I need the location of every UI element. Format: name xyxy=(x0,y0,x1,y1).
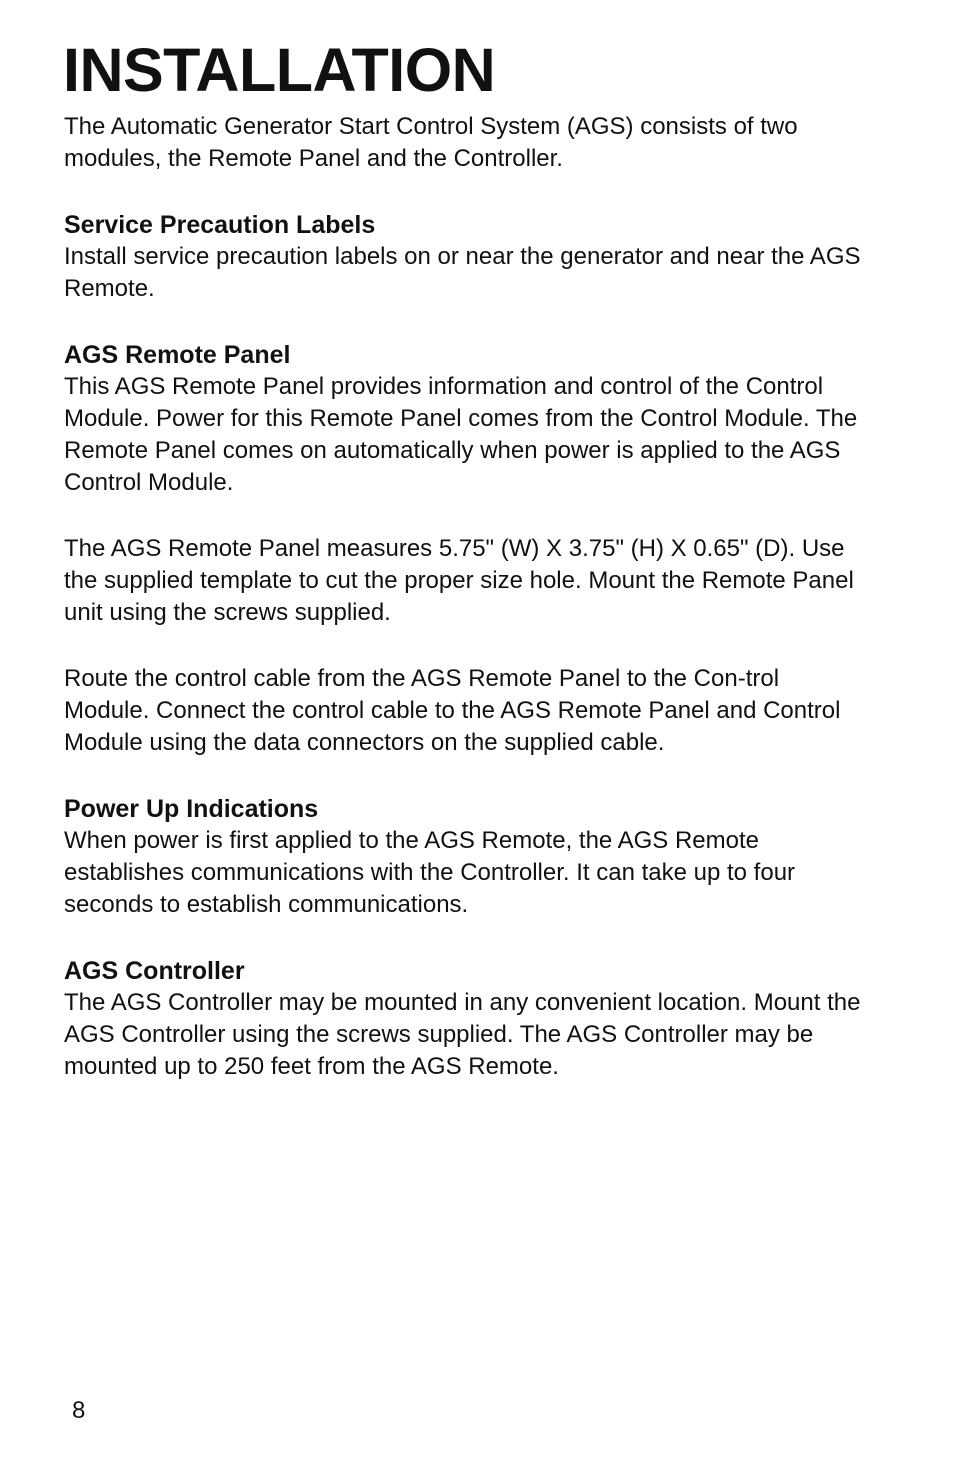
page-number: 8 xyxy=(72,1397,86,1424)
section-service-precaution-labels xyxy=(64,209,864,305)
section-power-up-indications xyxy=(64,793,864,921)
section-heading: Service Precaution Labels xyxy=(64,211,376,239)
section-paragraph: Route the control cable from the AGS Remote Panel to the Con-trol Module. Connect the control cable to the AGS Remote Panel and Control Module using the data connectors on the supplied cable. xyxy=(64,665,841,756)
section-ags-remote-panel xyxy=(64,339,864,759)
section-heading: AGS Controller xyxy=(64,957,245,985)
section-paragraph: Install service precaution labels on or near the generator and near the AGS Remote. xyxy=(64,243,861,302)
intro-paragraph: The Automatic Generator Start Control System (AGS) consists of two modules, the Remote Panel and the Controller. xyxy=(64,113,798,172)
section-paragraph: The AGS Controller may be mounted in any convenient location. Mount the AGS Controller using the screws supplied. The AGS Controller may be mounted up to 250 feet from the AGS Remote. xyxy=(64,989,861,1080)
section-heading: Power Up Indications xyxy=(64,795,319,823)
section-ags-controller xyxy=(64,955,864,1083)
section-paragraph: The AGS Remote Panel measures 5.75" (W) X 3.75" (H) X 0.65" (D). Use the supplied template to cut the proper size hole. Mount the Remote Panel unit using the screws supplied. xyxy=(64,535,854,626)
section-paragraph: This AGS Remote Panel provides information and control of the Control Module. Power for this Remote Panel comes from the Control Module. The Remote Panel comes on automatically when power is applied to the AGS Control Module. xyxy=(64,373,858,496)
document-body xyxy=(64,111,864,1117)
page-title: INSTALLATION xyxy=(63,36,496,104)
section-heading: AGS Remote Panel xyxy=(64,341,291,369)
section-paragraph: When power is first applied to the AGS Remote, the AGS Remote establishes communications with the Controller. It can take up to four seconds to establish communications. xyxy=(64,827,796,918)
